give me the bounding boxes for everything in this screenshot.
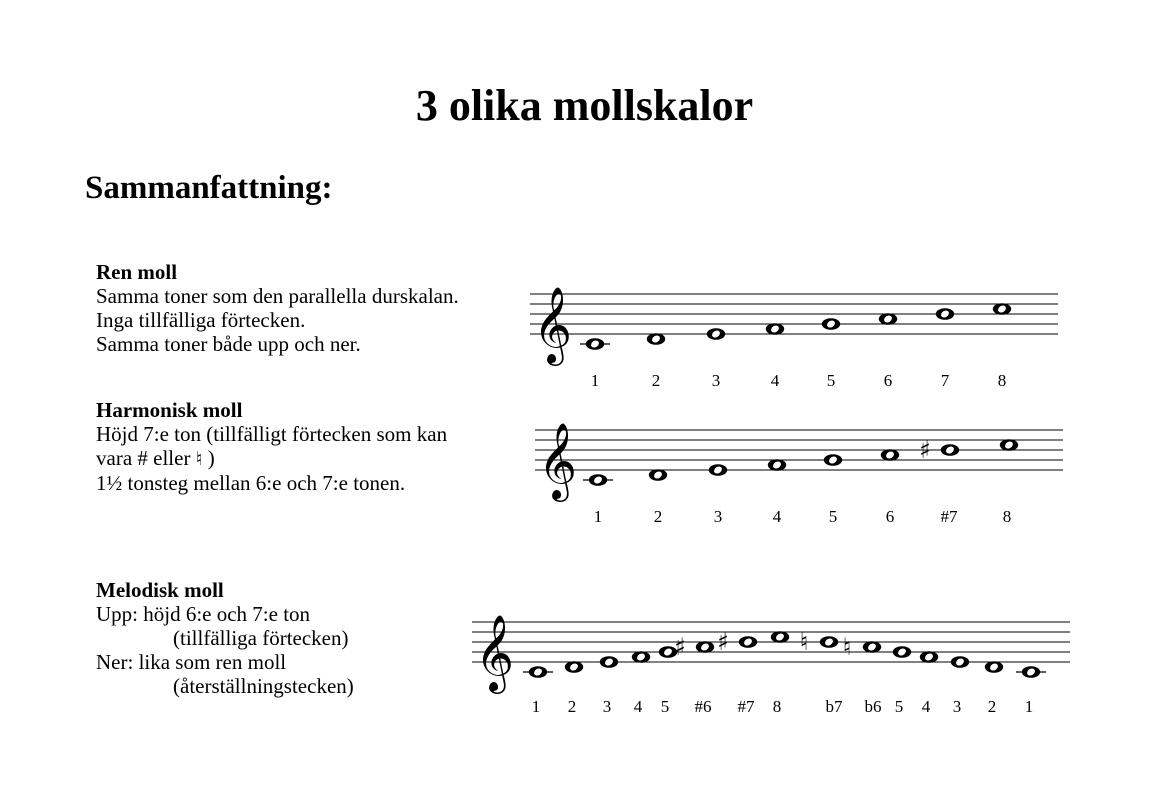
harm-whole-note (824, 454, 842, 466)
harm-whole-note (768, 459, 786, 471)
harm-whole-note (881, 449, 899, 461)
ren-moll-line-2: Inga tillfälliga förtecken. (96, 308, 306, 332)
harm-degree-label: 8 (1002, 507, 1012, 526)
mel-sharp-sign-icon: ♯ (717, 628, 729, 656)
mel-degree-label: 4 (921, 697, 931, 716)
mel-whole-note (600, 656, 618, 668)
ren-moll-line-1: Samma toner som den parallella durskalan. (96, 284, 459, 308)
mel-degree-label: b7 (825, 697, 843, 716)
mel-degree-label: 1 (1024, 697, 1034, 716)
mel-degree-label: #7 (737, 697, 755, 716)
mel-degree-label: 5 (660, 697, 670, 716)
harm-degree-label: 5 (828, 507, 838, 526)
ren-whole-note (647, 333, 665, 345)
harmonisk-moll-line-3: 1½ tonsteg mellan 6:e och 7:e tonen. (96, 471, 406, 495)
harm-degree-label: 2 (653, 507, 663, 526)
mel-whole-note (632, 651, 650, 663)
mel-degree-label: 1 (531, 697, 541, 716)
harm-whole-note (649, 469, 667, 481)
harm-degree-label: 3 (713, 507, 723, 526)
mel-degree-label: 5 (894, 697, 904, 716)
harmonisk-moll-line-2-end: ) (202, 446, 215, 470)
mel-natural-sign-icon: ♮ (799, 628, 809, 656)
mel-whole-note (893, 646, 911, 658)
harm-degree-label: 6 (885, 507, 895, 526)
mel-whole-note (696, 641, 714, 653)
ren-degree-label: 4 (770, 371, 780, 390)
melodisk-moll-line-4: (återställningstecken) (173, 674, 354, 698)
mel-treble-clef-icon: 𝄞 (475, 614, 515, 691)
mel-degree-label: 3 (952, 697, 962, 716)
ren-degree-label: 6 (883, 371, 893, 390)
mel-whole-note (771, 631, 789, 643)
section-heading: Sammanfattning: (85, 170, 333, 206)
mel-whole-note (985, 661, 1003, 673)
ren-moll-heading: Ren moll (96, 260, 178, 284)
mel-degree-label: 2 (987, 697, 997, 716)
harm-whole-note (941, 444, 959, 456)
harmonisk-moll-heading: Harmonisk moll (96, 398, 243, 422)
ren-whole-note (822, 318, 840, 330)
mel-whole-note (951, 656, 969, 668)
harm-whole-note (589, 474, 607, 486)
harm-sharp-sign-icon: ♯ (919, 436, 931, 464)
mel-whole-note (739, 636, 757, 648)
ren-whole-note (993, 303, 1011, 315)
harm-degree-label: #7 (940, 507, 958, 526)
mel-whole-note (565, 661, 583, 673)
melodisk-moll-heading: Melodisk moll (96, 578, 224, 602)
ren-degree-label: 7 (940, 371, 950, 390)
melodisk-moll-line-1: Upp: höjd 6:e och 7:e ton (96, 602, 311, 626)
harmonisk-moll-line-2-text: vara # eller (96, 446, 196, 470)
mel-degree-label: 8 (772, 697, 782, 716)
mel-natural-sign-icon: ♮ (842, 633, 852, 661)
ren-whole-note (586, 338, 604, 350)
harm-whole-note (1000, 439, 1018, 451)
ren-degree-label: 5 (826, 371, 836, 390)
harm-treble-clef-icon: 𝄞 (538, 422, 578, 499)
ren-moll-line-3: Samma toner både upp och ner. (96, 332, 361, 356)
ren-degree-label: 3 (711, 371, 721, 390)
ren-whole-note (879, 313, 897, 325)
melodisk-moll-line-3: Ner: lika som ren moll (96, 650, 287, 674)
mel-whole-note (863, 641, 881, 653)
harmonisk-moll-line-1: Höjd 7:e ton (tillfälligt förtecken som kan (96, 422, 448, 446)
mel-degree-label: b6 (864, 697, 882, 716)
mel-whole-note (820, 636, 838, 648)
natural-sign-icon: ♮ (195, 448, 203, 470)
page-title: 3 olika mollskalor (415, 81, 754, 130)
ren-degree-label: 8 (997, 371, 1007, 390)
ren-treble-clef-icon: 𝄞 (533, 286, 573, 363)
ren-degree-label: 1 (590, 371, 600, 390)
mel-degree-label: 2 (567, 697, 577, 716)
harm-whole-note (709, 464, 727, 476)
mel-whole-note (920, 651, 938, 663)
melodisk-moll-line-2: (tillfälliga förtecken) (173, 626, 349, 650)
mel-whole-note (1022, 666, 1040, 678)
mel-whole-note (529, 666, 547, 678)
mel-degree-label: #6 (694, 697, 712, 716)
mel-degree-label: 4 (633, 697, 643, 716)
ren-whole-note (936, 308, 954, 320)
ren-whole-note (707, 328, 725, 340)
harm-degree-label: 1 (593, 507, 603, 526)
harm-degree-label: 4 (772, 507, 782, 526)
mel-degree-label: 3 (602, 697, 612, 716)
ren-whole-note (766, 323, 784, 335)
ren-degree-label: 2 (651, 371, 661, 390)
mel-sharp-sign-icon: ♯ (674, 633, 686, 661)
